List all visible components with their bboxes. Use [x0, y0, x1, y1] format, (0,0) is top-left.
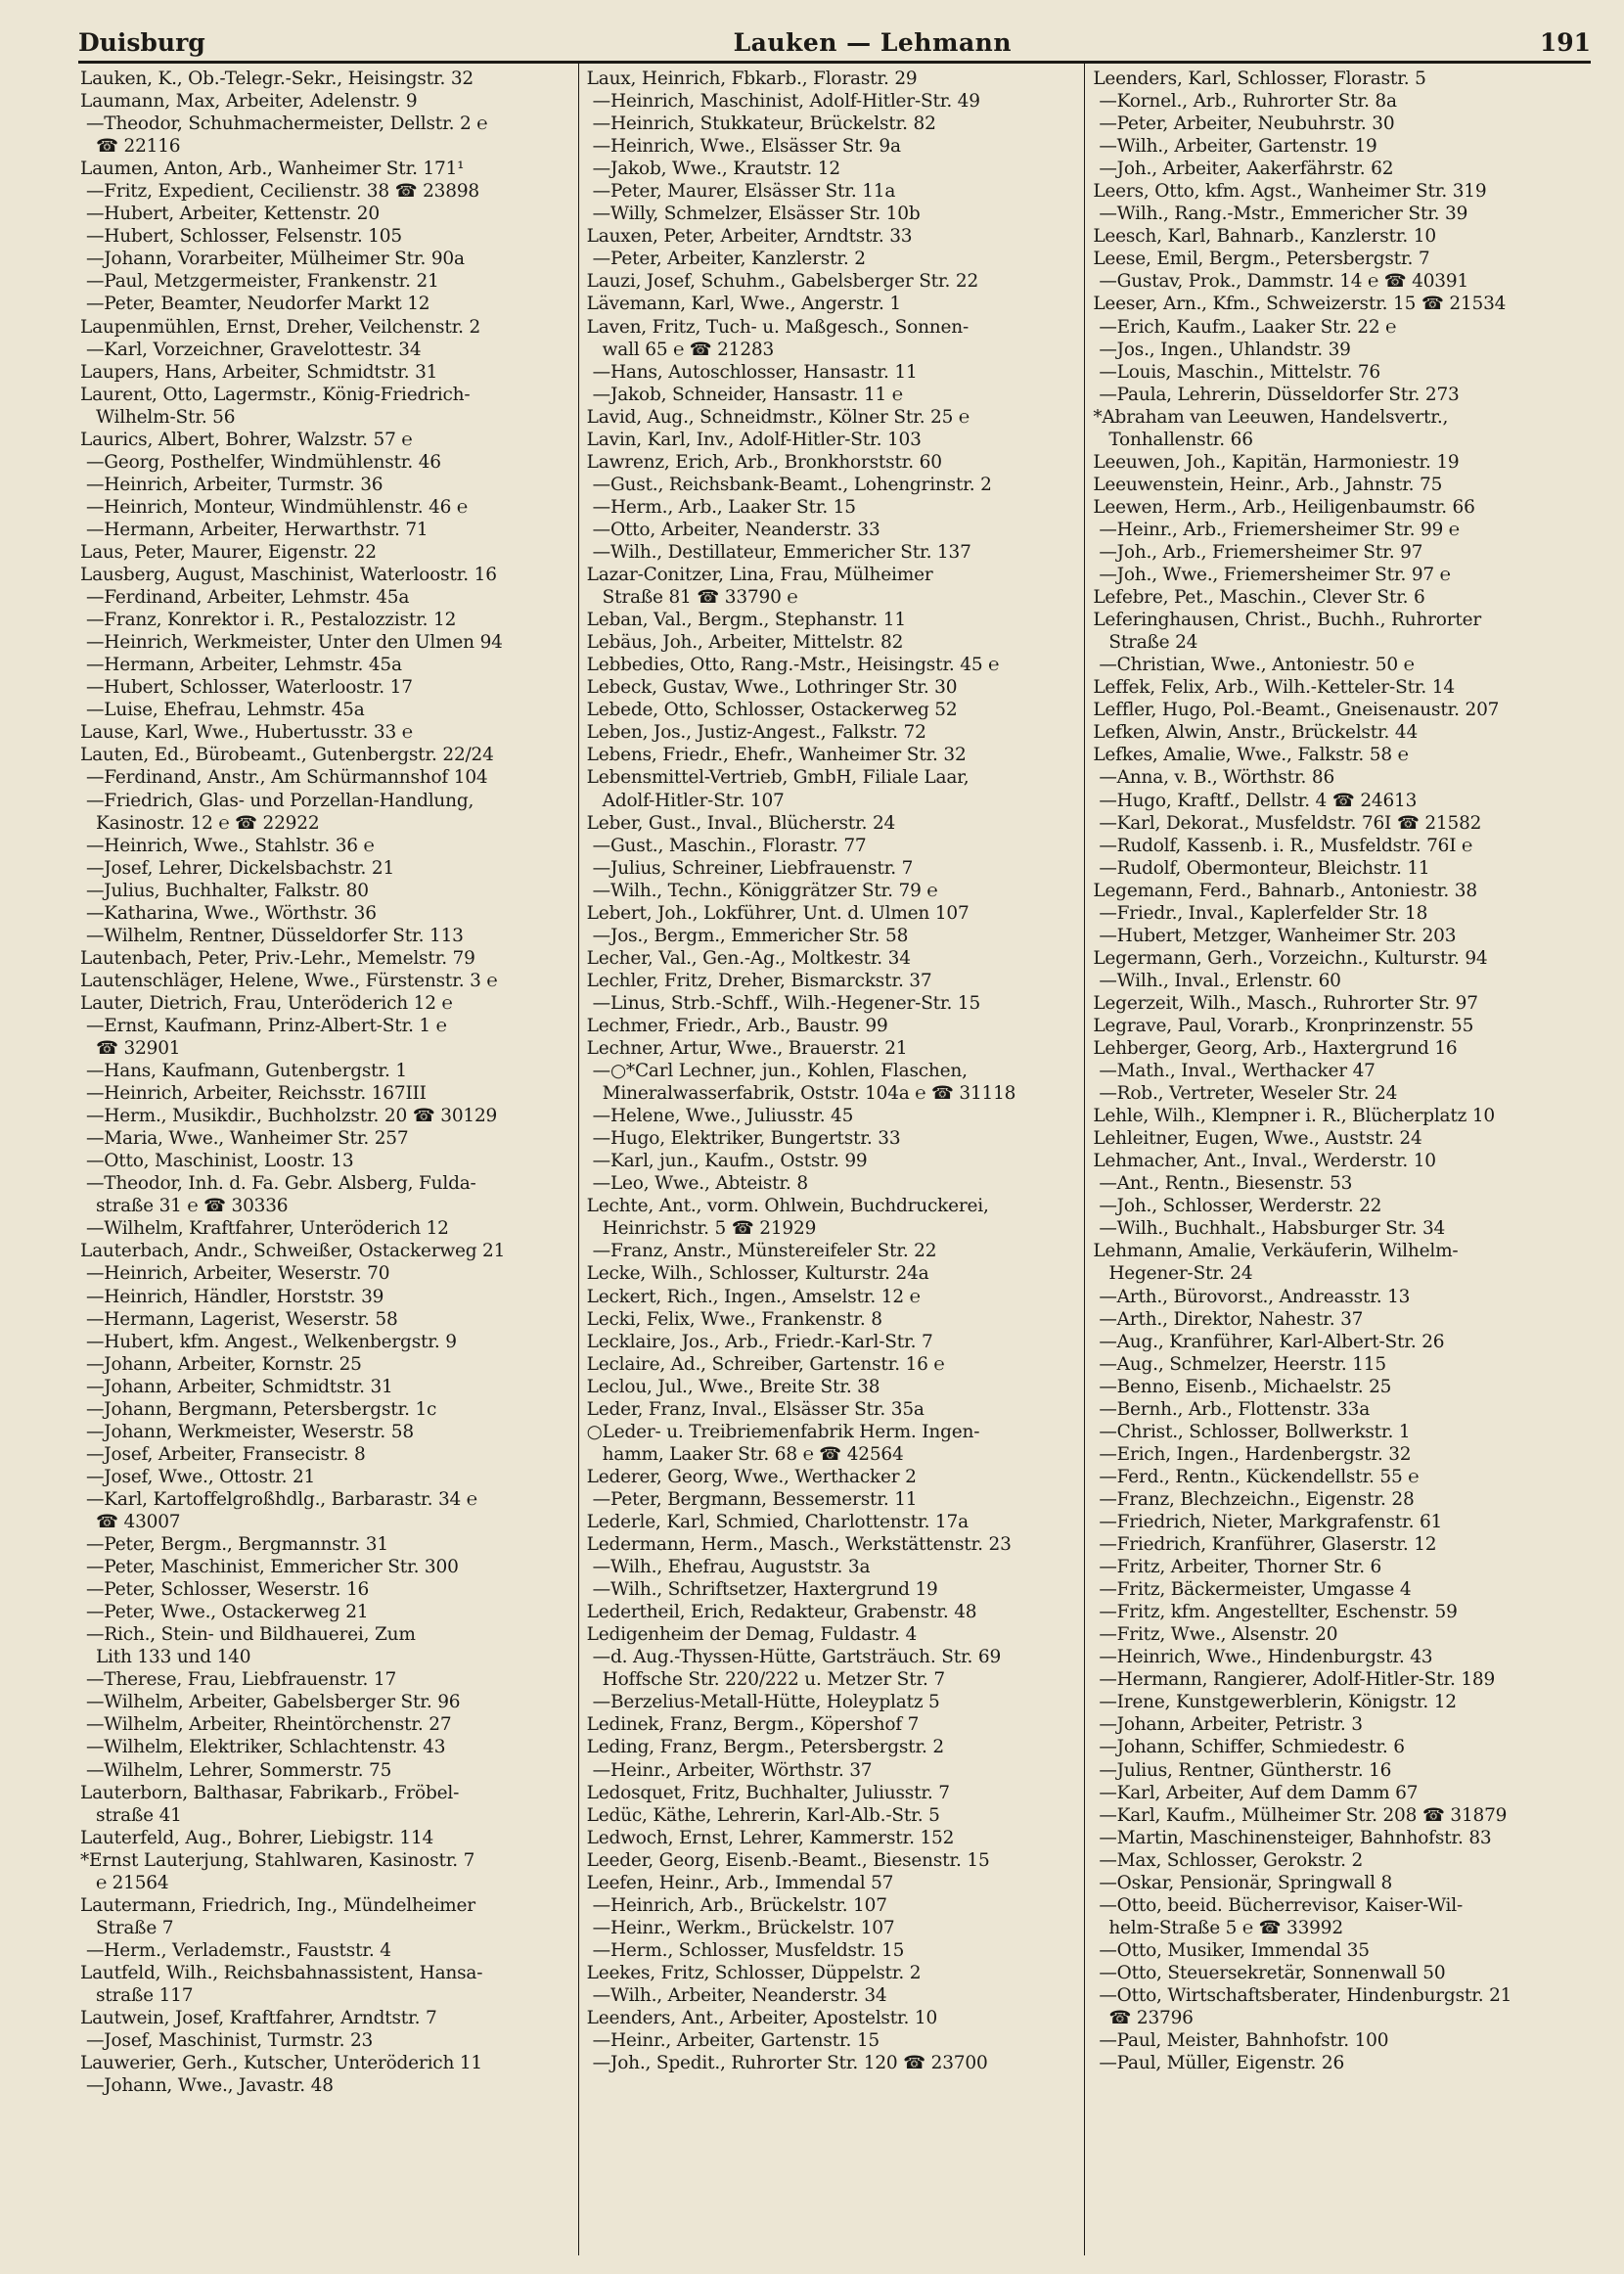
- directory-entry: —Heinrich, Wwe., Hindenburgstr. 43: [1099, 1647, 1433, 1668]
- directory-entry: —Peter, Arbeiter, Neubuhrstr. 30: [1099, 114, 1395, 135]
- directory-entry: Leben, Jos., Justiz-Angest., Falkstr. 72: [586, 722, 926, 744]
- directory-entry: —Wilhelm, Elektriker, Schlachtenstr. 43: [86, 1737, 446, 1758]
- directory-entry: —Johann, Arbeiter, Schmidtstr. 31: [86, 1376, 393, 1397]
- entry-continuation: wall 65 ℮ ☎ 21283: [602, 339, 775, 360]
- directory-entry: —Joh., Arb., Friemersheimer Str. 97: [1099, 541, 1423, 563]
- column-3: [1084, 64, 1591, 2255]
- directory-entry: —Ferd., Rentn., Kückendellstr. 55 ℮: [1099, 1466, 1420, 1487]
- directory-entry: —Hubert, Schlosser, Waterloostr. 17: [86, 677, 413, 699]
- entry-continuation: Mineralwasserfabrik, Oststr. 104a ℮ ☎ 31118: [602, 1083, 1016, 1105]
- directory-entry: —Otto, Musiker, Immendal 35: [1099, 1939, 1370, 1961]
- directory-entry: —Heinrich, Werkmeister, Unter den Ulmen 94: [86, 632, 503, 654]
- directory-entry: Ledinek, Franz, Bergm., Köpershof 7: [586, 1714, 920, 1736]
- directory-entry: —Franz, Konrektor i. R., Pestalozzistr. 12: [86, 610, 457, 631]
- directory-entry: Legerzeit, Wilh., Masch., Ruhrorter Str. 97: [1093, 992, 1478, 1014]
- directory-entry: —Berzelius-Metall-Hütte, Holeyplatz 5: [592, 1692, 940, 1713]
- directory-entry: —Peter, Bergmann, Bessemerstr. 11: [592, 1488, 918, 1510]
- directory-entry: —Otto, beeid. Bücherrevisor, Kaiser-Wil-: [1099, 1894, 1464, 1916]
- directory-entry: —Willy, Schmelzer, Elsässer Str. 10b: [592, 204, 921, 225]
- directory-entry: —Hermann, Rangierer, Adolf-Hitler-Str. 189: [1099, 1669, 1496, 1691]
- directory-entry: Laupers, Hans, Arbeiter, Schmidtstr. 31: [80, 361, 438, 383]
- directory-entry: Leenders, Ant., Arbeiter, Apostelstr. 10: [586, 2008, 938, 2029]
- directory-entry: Laumen, Anton, Arb., Wanheimer Str. 171¹: [80, 159, 465, 180]
- directory-entry: Lautenschläger, Helene, Wwe., Fürstenstr. 3 ℮: [80, 970, 498, 991]
- directory-entry: Lautfeld, Wilh., Reichsbahnassistent, Hansa-: [80, 1962, 483, 1983]
- directory-entry: —Joh., Schlosser, Werderstr. 22: [1099, 1196, 1382, 1217]
- entry-continuation: Lith 133 und 140: [96, 1647, 251, 1668]
- directory-entry: —Heinrich, Arbeiter, Reichsstr. 167III: [86, 1083, 427, 1105]
- directory-entry: —Wilh., Rang.-Mstr., Emmericher Str. 39: [1099, 204, 1468, 225]
- directory-entry: Lavid, Aug., Schneidmstr., Kölner Str. 25 ℮: [586, 406, 970, 428]
- directory-entry: Lebede, Otto, Schlosser, Ostackerweg 52: [586, 700, 958, 721]
- directory-entry: Lauwerier, Gerh., Kutscher, Unteröderich 11: [80, 2053, 482, 2074]
- directory-entry: —○*Carl Lechner, jun., Kohlen, Flaschen,: [592, 1061, 968, 1082]
- directory-entry: —Johann, Bergmann, Petersbergstr. 1c: [86, 1398, 437, 1420]
- directory-entry: —Arth., Direktor, Nahestr. 37: [1099, 1308, 1364, 1330]
- entry-continuation: Kasinostr. 12 ℮ ☎ 22922: [96, 812, 320, 834]
- directory-entry: —Ferdinand, Arbeiter, Lehmstr. 45a: [86, 587, 410, 609]
- directory-entry: —Hugo, Kraftf., Dellstr. 4 ☎ 24613: [1099, 790, 1418, 811]
- directory-entry: —Theodor, Schuhmachermeister, Dellstr. 2 ℮: [86, 114, 488, 135]
- directory-entry: Lauzi, Josef, Schuhm., Gabelsberger Str. 22: [586, 271, 979, 293]
- directory-entry: —Karl, jun., Kaufm., Oststr. 99: [592, 1151, 868, 1172]
- column-1: [78, 64, 578, 2255]
- directory-entry: ○Leder- u. Treibriemenfabrik Herm. Ingen-: [586, 1421, 980, 1442]
- directory-entry: Laupenmühlen, Ernst, Dreher, Veilchenstr. 2: [80, 316, 481, 338]
- directory-entry: —Wilh., Inval., Erlenstr. 60: [1099, 970, 1341, 991]
- directory-entry: Lederle, Karl, Schmied, Charlottenstr. 17a: [586, 1512, 969, 1532]
- directory-entry: —Karl, Dekorat., Musfeldstr. 76I ☎ 21582: [1099, 812, 1482, 834]
- directory-entry: Lechmer, Friedr., Arb., Baustr. 99: [586, 1015, 888, 1036]
- directory-entry: —Heinrich, Maschinist, Adolf-Hitler-Str. 49: [592, 91, 980, 113]
- directory-entry: —Erich, Ingen., Hardenbergstr. 32: [1099, 1443, 1412, 1465]
- entry-continuation: ℮ 21564: [96, 1872, 169, 1893]
- directory-entry: Lechte, Ant., vorm. Ohlwein, Buchdruckerei,: [586, 1196, 989, 1217]
- directory-entry: —Wilh., Destillateur, Emmericher Str. 137: [592, 541, 971, 563]
- directory-entry: —Aug., Schmelzer, Heerstr. 115: [1099, 1353, 1386, 1375]
- directory-entry: —Josef, Arbeiter, Fransecistr. 8: [86, 1443, 366, 1465]
- directory-entry: —Heinr., Arb., Friemersheimer Str. 99 ℮: [1099, 519, 1460, 540]
- directory-entry: Lautermann, Friedrich, Ing., Mündelheimer: [80, 1894, 475, 1916]
- directory-entry: —Jos., Bergm., Emmericher Str. 58: [592, 925, 909, 946]
- directory-entry: —Peter, Maurer, Elsässer Str. 11a: [592, 181, 896, 203]
- directory-entry: —Maria, Wwe., Wanheimer Str. 257: [86, 1128, 409, 1150]
- directory-entry: Lawrenz, Erich, Arb., Bronkhorststr. 60: [586, 451, 942, 473]
- directory-entry: —Wilh., Buchhalt., Habsburger Str. 34: [1099, 1218, 1446, 1240]
- directory-entry: —Friedrich, Glas- und Porzellan-Handlung,: [86, 790, 474, 811]
- directory-entry: Lauterbach, Andr., Schweißer, Ostackerweg 21: [80, 1241, 506, 1262]
- directory-entry: —Jos., Ingen., Uhlandstr. 39: [1099, 339, 1351, 360]
- directory-entry: Ledigenheim der Demag, Fuldastr. 4: [586, 1624, 918, 1646]
- directory-entry: —Wilhelm, Rentner, Düsseldorfer Str. 113: [86, 925, 464, 946]
- directory-entry: —Karl, Kaufm., Mülheimer Str. 208 ☎ 31879: [1099, 1804, 1508, 1826]
- entry-continuation: Heinrichstr. 5 ☎ 21929: [602, 1218, 817, 1240]
- directory-entry: —Karl, Kartoffelgroßhdlg., Barbarastr. 34 ℮: [86, 1488, 477, 1510]
- directory-entry: Leese, Emil, Bergm., Petersbergstr. 7: [1093, 249, 1430, 270]
- entry-continuation: Straße 7: [96, 1917, 174, 1938]
- directory-entry: Lebeck, Gustav, Wwe., Lothringer Str. 30: [586, 677, 958, 699]
- directory-entry: Leder, Franz, Inval., Elsässer Str. 35a: [586, 1398, 925, 1420]
- directory-entry: Lecke, Wilh., Schlosser, Kulturstr. 24a: [586, 1263, 929, 1285]
- directory-entry: —Friedrich, Kranführer, Glaserstr. 12: [1099, 1534, 1437, 1556]
- directory-entry: Leeser, Arn., Kfm., Schweizerstr. 15 ☎ 21534: [1093, 294, 1507, 315]
- entry-continuation: ☎ 23796: [1108, 2008, 1194, 2029]
- directory-entry: —Kornel., Arb., Ruhrorter Str. 8a: [1099, 91, 1397, 113]
- directory-entry: —Paul, Meister, Bahnhofstr. 100: [1099, 2030, 1389, 2052]
- directory-entry: —Johann, Vorarbeiter, Mülheimer Str. 90a: [86, 249, 465, 270]
- directory-entry: —Paula, Lehrerin, Düsseldorfer Str. 273: [1099, 384, 1460, 405]
- directory-entry: Lauterborn, Balthasar, Fabrikarb., Fröbel-: [80, 1782, 460, 1803]
- directory-entry: —Hubert, kfm. Angest., Welkenbergstr. 9: [86, 1331, 457, 1352]
- columns: [78, 64, 1591, 2255]
- directory-entry: —Wilh., Arbeiter, Neanderstr. 34: [592, 1984, 887, 2006]
- directory-entry: —Otto, Wirtschaftsberater, Hindenburgstr. 21: [1099, 1984, 1512, 2006]
- directory-entry: *Ernst Lauterjung, Stahlwaren, Kasinostr. 7: [80, 1849, 475, 1871]
- directory-entry: —Hermann, Arbeiter, Herwarthstr. 71: [86, 519, 429, 540]
- directory-entry: Lauterfeld, Aug., Bohrer, Liebigstr. 114: [80, 1827, 434, 1848]
- directory-entry: —Friedrich, Nieter, Markgrafenstr. 61: [1099, 1512, 1443, 1532]
- directory-entry: Lecki, Felix, Wwe., Frankenstr. 8: [586, 1308, 882, 1330]
- directory-entry: Lauten, Ed., Bürobeamt., Gutenbergstr. 22/24: [80, 745, 494, 766]
- directory-entry: —Hubert, Arbeiter, Kettenstr. 20: [86, 204, 380, 225]
- directory-entry: —Christian, Wwe., Antoniestr. 50 ℮: [1099, 655, 1415, 676]
- directory-entry: Lebäus, Joh., Arbeiter, Mittelstr. 82: [586, 632, 904, 654]
- directory-entry: Lebensmittel-Vertrieb, GmbH, Filiale Laar,: [586, 767, 970, 789]
- directory-entry: Leckert, Rich., Ingen., Amselstr. 12 ℮: [586, 1286, 921, 1307]
- directory-entry: Leeuwen, Joh., Kapitän, Harmoniestr. 19: [1093, 451, 1460, 473]
- directory-entry: Leclou, Jul., Wwe., Breite Str. 38: [586, 1376, 880, 1397]
- directory-entry: Lecher, Val., Gen.-Ag., Moltkestr. 34: [586, 947, 911, 969]
- directory-entry: —Wilhelm, Kraftfahrer, Unteröderich 12: [86, 1218, 449, 1240]
- directory-entry: Lebert, Joh., Lokführer, Unt. d. Ulmen 107: [586, 902, 970, 924]
- directory-entry: —Johann, Schiffer, Schmiedestr. 6: [1099, 1737, 1405, 1758]
- directory-entry: —Joh., Spedit., Ruhrorter Str. 120 ☎ 23700: [592, 2053, 988, 2074]
- directory-entry: —Rudolf, Kassenb. i. R., Musfeldstr. 76I ℮: [1099, 835, 1472, 856]
- directory-entry: Lause, Karl, Wwe., Hubertusstr. 33 ℮: [80, 722, 413, 744]
- entry-continuation: Hegener-Str. 24: [1108, 1263, 1253, 1285]
- directory-entry: —Wilhelm, Lehrer, Sommerstr. 75: [86, 1759, 392, 1781]
- directory-entry: —d. Aug.-Thyssen-Hütte, Gartsträuch. Str. 69: [592, 1647, 1002, 1668]
- entry-continuation: Wilhelm-Str. 56: [96, 406, 236, 428]
- directory-entry: —Anna, v. B., Wörthstr. 86: [1099, 767, 1335, 789]
- directory-entry: —Math., Inval., Werthacker 47: [1099, 1061, 1376, 1082]
- directory-entry: Lauxen, Peter, Arbeiter, Arndtstr. 33: [586, 226, 913, 248]
- directory-entry: —Oskar, Pensionär, Springwall 8: [1099, 1872, 1393, 1893]
- directory-entry: Lebbedies, Otto, Rang.-Mstr., Heisingstr. 45 ℮: [586, 655, 1000, 676]
- directory-entry: —Karl, Arbeiter, Auf dem Damm 67: [1099, 1782, 1419, 1803]
- directory-entry: Lehle, Wilh., Klempner i. R., Blücherplatz 10: [1093, 1106, 1495, 1127]
- directory-entry: —Heinrich, Wwe., Elsässer Str. 9a: [592, 136, 901, 158]
- directory-entry: —Max, Schlosser, Gerokstr. 2: [1099, 1849, 1364, 1871]
- directory-entry: —Heinr., Werkm., Brückelstr. 107: [592, 1917, 895, 1938]
- directory-entry: —Heinrich, Stukkateur, Brückelstr. 82: [592, 114, 936, 135]
- directory-entry: —Peter, Maschinist, Emmericher Str. 300: [86, 1557, 459, 1578]
- directory-entry: —Fritz, Expedient, Cecilienstr. 38 ☎ 23898: [86, 181, 479, 203]
- directory-entry: Lausberg, August, Maschinist, Waterloostr. 16: [80, 565, 497, 586]
- entry-continuation: helm-Straße 5 ℮ ☎ 33992: [1108, 1917, 1343, 1938]
- directory-entry: —Julius, Buchhalter, Falkstr. 80: [86, 880, 369, 901]
- page-number: 191: [1539, 28, 1591, 57]
- directory-entry: —Benno, Eisenb., Michaelstr. 25: [1099, 1376, 1392, 1397]
- directory-entry: —Hermann, Arbeiter, Lehmstr. 45a: [86, 655, 402, 676]
- header-range: Lauken — Lehmann: [733, 28, 1012, 57]
- directory-entry: —Heinrich, Arbeiter, Weserstr. 70: [86, 1263, 390, 1285]
- directory-entry: Lehmann, Amalie, Verkäuferin, Wilhelm-: [1093, 1241, 1459, 1262]
- directory-entry: Lautwein, Josef, Kraftfahrer, Arndtstr. 7: [80, 2008, 437, 2029]
- directory-entry: —Gustav, Prok., Dammstr. 14 ℮ ☎ 40391: [1099, 271, 1469, 293]
- directory-entry: —Hermann, Lagerist, Weserstr. 58: [86, 1308, 398, 1330]
- directory-entry: —Wilh., Arbeiter, Gartenstr. 19: [1099, 136, 1377, 158]
- directory-entry: —Herm., Musikdir., Buchholzstr. 20 ☎ 30129: [86, 1106, 498, 1127]
- directory-entry: Leclaire, Ad., Schreiber, Gartenstr. 16 ℮: [586, 1353, 945, 1375]
- column-2: [578, 64, 1085, 2255]
- entry-continuation: Tonhallenstr. 66: [1108, 429, 1253, 450]
- directory-entry: —Heinrich, Händler, Horststr. 39: [86, 1286, 384, 1307]
- directory-entry: —Karl, Vorzeichner, Gravelottestr. 34: [86, 339, 422, 360]
- directory-entry: —Joh., Arbeiter, Aakerfährstr. 62: [1099, 159, 1394, 180]
- directory-entry: —Peter, Arbeiter, Kanzlerstr. 2: [592, 249, 866, 270]
- directory-entry: Leffek, Felix, Arb., Wilh.-Ketteler-Str. 14: [1093, 677, 1455, 699]
- directory-entry: —Hubert, Metzger, Wanheimer Str. 203: [1099, 925, 1457, 946]
- directory-entry: Legrave, Paul, Vorarb., Kronprinzenstr. 55: [1093, 1015, 1474, 1036]
- directory-entry: Lauken, K., Ob.-Telegr.-Sekr., Heisingstr. 32: [80, 68, 474, 89]
- directory-entry: —Paul, Müller, Eigenstr. 26: [1099, 2053, 1345, 2074]
- directory-entry: —Johann, Arbeiter, Kornstr. 25: [86, 1353, 362, 1375]
- directory-entry: Lefebre, Pet., Maschin., Clever Str. 6: [1093, 587, 1425, 609]
- directory-entry: —Linus, Strb.-Schff., Wilh.-Hegener-Str. 15: [592, 992, 981, 1014]
- directory-entry: Lauter, Dietrich, Frau, Unteröderich 12 ℮: [80, 992, 453, 1014]
- directory-entry: —Hans, Autoschlosser, Hansastr. 11: [592, 361, 918, 383]
- directory-entry: —Paul, Metzgermeister, Frankenstr. 21: [86, 271, 439, 293]
- directory-entry: —Fritz, Wwe., Alsenstr. 20: [1099, 1624, 1338, 1646]
- directory-entry: —Peter, Schlosser, Weserstr. 16: [86, 1579, 370, 1601]
- directory-entry: —Jakob, Wwe., Krautstr. 12: [592, 159, 840, 180]
- directory-entry: —Peter, Beamter, Neudorfer Markt 12: [86, 294, 430, 315]
- directory-entry: —Irene, Kunstgewerblerin, Königstr. 12: [1099, 1692, 1457, 1713]
- directory-entry: —Otto, Arbeiter, Neanderstr. 33: [592, 519, 880, 540]
- directory-entry: Leers, Otto, kfm. Agst., Wanheimer Str. 319: [1093, 181, 1487, 203]
- directory-entry: —Bernh., Arb., Flottenstr. 33a: [1099, 1398, 1371, 1420]
- directory-entry: —Herm., Schlosser, Musfeldstr. 15: [592, 1939, 905, 1961]
- directory-entry: Lechner, Artur, Wwe., Brauerstr. 21: [586, 1038, 908, 1060]
- directory-entry: —Fritz, kfm. Angestellter, Eschenstr. 59: [1099, 1602, 1458, 1623]
- directory-entry: Lehberger, Georg, Arb., Haxtergrund 16: [1093, 1038, 1458, 1060]
- directory-entry: —Arth., Bürovorst., Andreasstr. 13: [1099, 1286, 1411, 1307]
- entry-continuation: ☎ 22116: [96, 136, 181, 158]
- directory-entry: Lederer, Georg, Wwe., Werthacker 2: [586, 1466, 917, 1487]
- directory-entry: —Wilh., Techn., Königgrätzer Str. 79 ℮: [592, 880, 938, 901]
- directory-entry: —Ant., Rentn., Biesenstr. 53: [1099, 1173, 1353, 1195]
- directory-entry: —Wilh., Schriftsetzer, Haxtergrund 19: [592, 1579, 938, 1601]
- directory-entry: Leding, Franz, Bergm., Petersbergstr. 2: [586, 1737, 944, 1758]
- directory-entry: Lehleitner, Eugen, Wwe., Auststr. 24: [1093, 1128, 1422, 1150]
- entry-continuation: hamm, Laaker Str. 68 ℮ ☎ 42564: [602, 1443, 904, 1465]
- directory-entry: —Leo, Wwe., Abteistr. 8: [592, 1173, 808, 1195]
- directory-entry: —Heinr., Arbeiter, Wörthstr. 37: [592, 1759, 873, 1781]
- directory-entry: —Heinr., Arbeiter, Gartenstr. 15: [592, 2030, 880, 2052]
- directory-entry: Ledermann, Herm., Masch., Werkstättenstr. 23: [586, 1534, 1012, 1556]
- directory-entry: —Theodor, Inh. d. Fa. Gebr. Alsberg, Fulda-: [86, 1173, 476, 1195]
- directory-entry: Lecklaire, Jos., Arb., Friedr.-Karl-Str. 7: [586, 1331, 933, 1352]
- directory-entry: Ledosquet, Fritz, Buchhalter, Juliusstr. 7: [586, 1782, 950, 1803]
- directory-entry: *Abraham van Leeuwen, Handelsvertr.,: [1093, 406, 1449, 428]
- directory-entry: —Georg, Posthelfer, Windmühlenstr. 46: [86, 451, 441, 473]
- directory-entry: —Ferdinand, Anstr., Am Schürmannshof 104: [86, 767, 488, 789]
- directory-entry: Ledwoch, Ernst, Lehrer, Kammerstr. 152: [586, 1827, 955, 1848]
- entry-continuation: Straße 24: [1108, 632, 1198, 654]
- directory-entry: Leeder, Georg, Eisenb.-Beamt., Biesenstr. 15: [586, 1849, 990, 1871]
- header-city: Duisburg: [78, 28, 205, 57]
- page-header: [78, 18, 1591, 57]
- directory-entry: —Heinrich, Monteur, Windmühlenstr. 46 ℮: [86, 496, 468, 518]
- directory-entry: —Otto, Maschinist, Loostr. 13: [86, 1151, 354, 1172]
- directory-entry: —Rudolf, Obermonteur, Bleichstr. 11: [1099, 857, 1430, 879]
- directory-entry: Lefkes, Amalie, Wwe., Falkstr. 58 ℮: [1093, 745, 1409, 766]
- directory-entry: Lävemann, Karl, Wwe., Angerstr. 1: [586, 294, 901, 315]
- directory-entry: Lazar-Conitzer, Lina, Frau, Mülheimer: [586, 565, 933, 586]
- directory-entry: —Hugo, Elektriker, Bungertstr. 33: [592, 1128, 901, 1150]
- directory-entry: —Fritz, Bäckermeister, Umgasse 4: [1099, 1579, 1412, 1601]
- directory-entry: Lehmacher, Ant., Inval., Werderstr. 10: [1093, 1151, 1436, 1172]
- entry-continuation: Straße 81 ☎ 33790 ℮: [602, 587, 798, 609]
- directory-entry: Ledertheil, Erich, Redakteur, Grabenstr. 48: [586, 1602, 977, 1623]
- entry-continuation: straße 41: [96, 1804, 182, 1826]
- entry-continuation: ☎ 32901: [96, 1038, 181, 1060]
- directory-entry: —Johann, Wwe., Javastr. 48: [86, 2075, 334, 2097]
- directory-entry: —Joh., Wwe., Friemersheimer Str. 97 ℮: [1099, 565, 1451, 586]
- directory-entry: Laux, Heinrich, Fbkarb., Florastr. 29: [586, 68, 918, 89]
- directory-entry: —Peter, Wwe., Ostackerweg 21: [86, 1602, 369, 1623]
- directory-entry: —Heinrich, Arbeiter, Turmstr. 36: [86, 474, 383, 495]
- directory-entry: —Helene, Wwe., Juliusstr. 45: [592, 1106, 854, 1127]
- directory-entry: Legermann, Gerh., Vorzeichn., Kulturstr. 94: [1093, 947, 1488, 969]
- directory-entry: —Julius, Rentner, Güntherstr. 16: [1099, 1759, 1392, 1781]
- directory-entry: —Herm., Arb., Laaker Str. 15: [592, 496, 856, 518]
- directory-entry: —Christ., Schlosser, Bollwerkstr. 1: [1099, 1421, 1411, 1442]
- directory-entry: Laurics, Albert, Bohrer, Walzstr. 57 ℮: [80, 429, 413, 450]
- directory-entry: —Rich., Stein- und Bildhauerei, Zum: [86, 1624, 416, 1646]
- directory-entry: Laumann, Max, Arbeiter, Adelenstr. 9: [80, 91, 418, 113]
- directory-entry: Leefen, Heinr., Arb., Immendal 57: [586, 1872, 894, 1893]
- directory-entry: Leferinghausen, Christ., Buchh., Ruhrorter: [1093, 610, 1482, 631]
- directory-entry: Leeuwenstein, Heinr., Arb., Jahnstr. 75: [1093, 474, 1443, 495]
- directory-entry: Leesch, Karl, Bahnarb., Kanzlerstr. 10: [1093, 226, 1436, 248]
- directory-entry: —Rob., Vertreter, Weseler Str. 24: [1099, 1083, 1398, 1105]
- directory-entry: —Gust., Maschin., Florastr. 77: [592, 835, 867, 856]
- directory-entry: —Hubert, Schlosser, Felsenstr. 105: [86, 226, 402, 248]
- directory-entry: —Jakob, Schneider, Hansastr. 11 ℮: [592, 384, 903, 405]
- directory-entry: Ledüc, Käthe, Lehrerin, Karl-Alb.-Str. 5: [586, 1804, 940, 1826]
- directory-entry: Leekes, Fritz, Schlosser, Düppelstr. 2: [586, 1962, 922, 1983]
- directory-entry: —Johann, Arbeiter, Petristr. 3: [1099, 1714, 1363, 1736]
- directory-entry: —Luise, Ehefrau, Lehmstr. 45a: [86, 700, 365, 721]
- directory-entry: —Heinrich, Arb., Brückelstr. 107: [592, 1894, 887, 1916]
- directory-entry: —Katharina, Wwe., Wörthstr. 36: [86, 902, 377, 924]
- directory-entry: —Heinrich, Wwe., Stahlstr. 36 ℮: [86, 835, 375, 856]
- directory-entry: Legemann, Ferd., Bahnarb., Antoniestr. 38: [1093, 880, 1477, 901]
- directory-entry: Laus, Peter, Maurer, Eigenstr. 22: [80, 541, 377, 563]
- directory-entry: —Josef, Maschinist, Turmstr. 23: [86, 2030, 374, 2052]
- directory-entry: Laurent, Otto, Lagermstr., König-Friedrich-: [80, 384, 471, 405]
- entry-continuation: Adolf-Hitler-Str. 107: [602, 790, 785, 811]
- directory-entry: Lechler, Fritz, Dreher, Bismarckstr. 37: [586, 970, 932, 991]
- directory-entry: —Friedr., Inval., Kaplerfelder Str. 18: [1099, 902, 1428, 924]
- directory-entry: —Josef, Wwe., Ottostr. 21: [86, 1466, 316, 1487]
- directory-entry: —Wilh., Ehefrau, Auguststr. 3a: [592, 1557, 871, 1578]
- directory-entry: Lautenbach, Peter, Priv.-Lehr., Memelstr. 79: [80, 947, 475, 969]
- directory-entry: —Fritz, Arbeiter, Thorner Str. 6: [1099, 1557, 1382, 1578]
- directory-entry: Lebens, Friedr., Ehefr., Wanheimer Str. 32: [586, 745, 967, 766]
- directory-entry: —Aug., Kranführer, Karl-Albert-Str. 26: [1099, 1331, 1445, 1352]
- directory-entry: —Martin, Maschinensteiger, Bahnhofstr. 83: [1099, 1827, 1492, 1848]
- directory-entry: —Erich, Kaufm., Laaker Str. 22 ℮: [1099, 316, 1396, 338]
- directory-entry: —Wilhelm, Arbeiter, Gabelsberger Str. 96: [86, 1692, 461, 1713]
- directory-entry: —Louis, Maschin., Mittelstr. 76: [1099, 361, 1381, 383]
- directory-entry: —Herm., Verlademstr., Fauststr. 4: [86, 1939, 391, 1961]
- entry-continuation: Hoffsche Str. 220/222 u. Metzer Str. 7: [602, 1669, 945, 1691]
- directory-entry: Leewen, Herm., Arb., Heiligenbaumstr. 66: [1093, 496, 1475, 518]
- directory-entry: —Franz, Anstr., Münstereifeler Str. 22: [592, 1241, 937, 1262]
- entry-continuation: ☎ 43007: [96, 1512, 181, 1532]
- directory-entry: Lefken, Alwin, Anstr., Brückelstr. 44: [1093, 722, 1419, 744]
- directory-entry: —Franz, Blechzeichn., Eigenstr. 28: [1099, 1488, 1415, 1510]
- directory-entry: —Peter, Bergm., Bergmannstr. 31: [86, 1534, 388, 1556]
- directory-entry: Laven, Fritz, Tuch- u. Maßgesch., Sonnen-: [586, 316, 970, 338]
- directory-entry: —Johann, Werkmeister, Weserstr. 58: [86, 1421, 414, 1442]
- directory-entry: —Julius, Schreiner, Liebfrauenstr. 7: [592, 857, 914, 879]
- directory-entry: —Wilhelm, Arbeiter, Rheintörchenstr. 27: [86, 1714, 452, 1736]
- directory-entry: —Hans, Kaufmann, Gutenbergstr. 1: [86, 1061, 407, 1082]
- directory-entry: —Otto, Steuersekretär, Sonnenwall 50: [1099, 1962, 1446, 1983]
- directory-entry: Leban, Val., Bergm., Stephanstr. 11: [586, 610, 906, 631]
- directory-entry: Leffler, Hugo, Pol.-Beamt., Gneisenaustr. 207: [1093, 700, 1500, 721]
- directory-entry: Lavin, Karl, Inv., Adolf-Hitler-Str. 103: [586, 429, 922, 450]
- directory-entry: —Ernst, Kaufmann, Prinz-Albert-Str. 1 ℮: [86, 1015, 447, 1036]
- directory-entry: Leenders, Karl, Schlosser, Florastr. 5: [1093, 68, 1426, 89]
- entry-continuation: straße 31 ℮ ☎ 30336: [96, 1196, 289, 1217]
- directory-entry: —Therese, Frau, Liebfrauenstr. 17: [86, 1669, 397, 1691]
- entry-continuation: straße 117: [96, 1984, 194, 2006]
- directory-entry: —Josef, Lehrer, Dickelsbachstr. 21: [86, 857, 395, 879]
- directory-entry: Leber, Gust., Inval., Blücherstr. 24: [586, 812, 896, 834]
- directory-entry: —Gust., Reichsbank-Beamt., Lohengrinstr. 2: [592, 474, 992, 495]
